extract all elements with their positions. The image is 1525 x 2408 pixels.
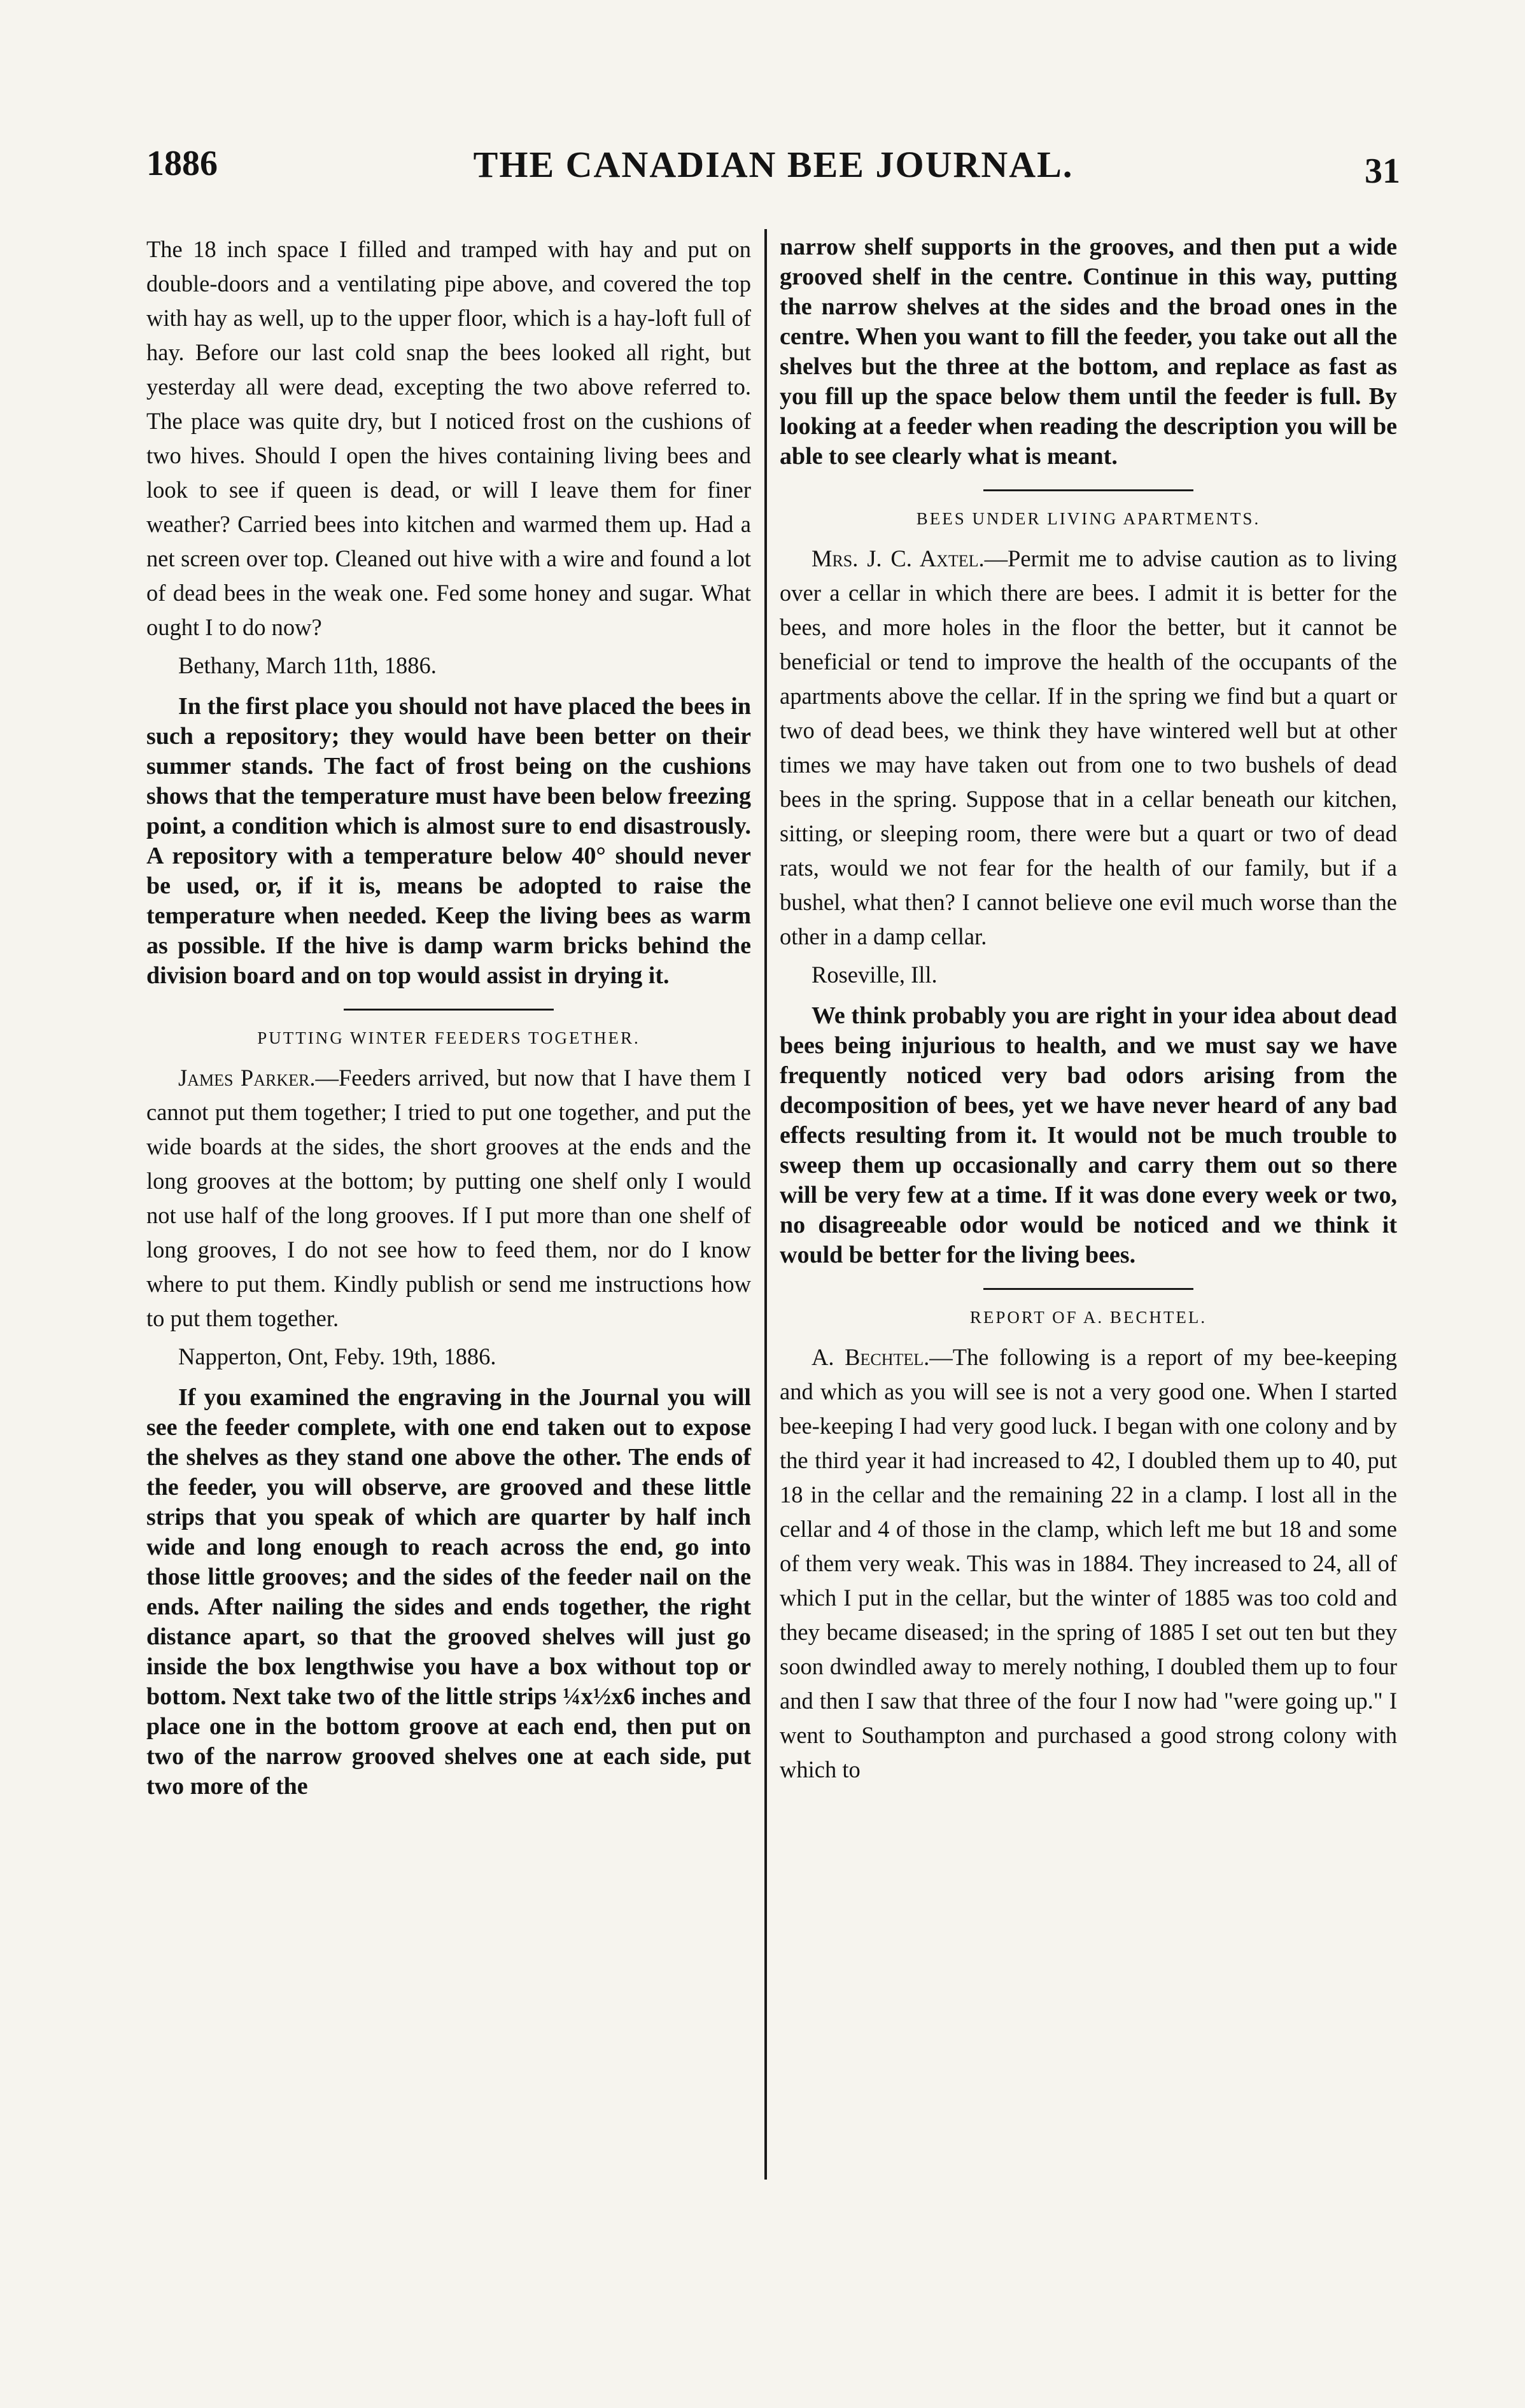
editor-reply: We think probably you are right in your idea about dead bees being injurious to health, and we must say we have frequently noticed very bad odors arising from the decomposition of bees, yet we have never heard of any bad effects resulting from it. It would not be much trouble to sweep them up occasionally and carry them out so there will be very few at a time. If it was done every week or two, no disagreeable odor would be noticed and we think it would be better for the living bees.	[780, 1002, 1397, 1268]
column-divider	[764, 229, 767, 2180]
letter-body: —The following is a report of my bee-keeping and which as you will see is not a very good one. When I started bee-keeping I had very good luck. I began with one colony and by the third year it had increased to 42, I doubled them up to 40, put 18 in the cellar and the remaining 22 in a clamp. I lost all in the cellar and 4 of those in the clamp, which left me but 18 and some of them very weak. This was in 1884. They increased to 24, all of which I put in the cellar, but the winter of 1885 was too cold and they became diseased; in the spring of 1885 I set out ten but they soon dwindled away to merely nothing, I doubled them up to four and then I saw that three of the four I now had "were going up." I went to Southampton and purchased a good strong colony with which to	[780, 1344, 1397, 1782]
section-divider	[344, 1009, 554, 1011]
letter-signature: Roseville, Ill.	[812, 962, 938, 988]
editor-reply: narrow shelf supports in the grooves, and then put a wide grooved shelf in the centre. Continue in this way, putting the narrow shelves at the sides and the broad ones in the centre. When you want to fill the feeder, you take out all the shelves but the three at the bottom, and replace as fast as you fill up the space below them until the feeder is full. By looking at a feeder when reading the description you will be able to see clearly what is meant.	[780, 234, 1397, 470]
letter-body: —Feeders arrived, but now that I have them I cannot put them together; I tried to put one together, and put the wide boards at the sides, the short grooves at the ends and the long grooves at the bottom; by putting one shelf only I would not use half of the long grooves. If I put more than one shelf of long grooves, I do not see how to feed them, nor do I know where to put them. Kindly publish or send me instructions how to put them together.	[146, 1065, 752, 1331]
author-name: James Parker.	[178, 1065, 316, 1091]
letter-text: The 18 inch space I filled and tramped with hay and put on double-doors and a ventilating pipe above, and covered the top with hay as well, up to the upper floor, which is a hay-loft full of hay. Before our last cold snap the bees looked all right, but yesterday all were dead, excepting the two above referred to. The place was quite dry, but I noticed frost on the cushions of two hives. Should I open the hives containing living bees and look to see if queen is dead, or will I leave them for finer weather? Carried bees into kitchen and warmed them up. Had a net screen over top. Cleaned out hive with a wire and found a lot of dead bees in the weak one. Fed some honey and sugar. What ought I to do now?	[146, 236, 751, 640]
section-heading: PUTTING WINTER FEEDERS TOGETHER.	[257, 1028, 640, 1047]
letter-body: —Permit me to advise caution as to living over a cellar in which there are bees. I admit it is better for the bees, and more holes in the floor the better, but it cannot be beneficial or tend to improve the health of the occupants of the apartments above the cellar. If in the spring we find but a quart or two of dead bees, we think they have wintered well but at other times we may have taken out from one to two bushels of dead bees in the spring. Suppose that in a cellar beneath our kitchen, sitting, or sleeping room, there were but a quart or two of dead rats, would we not fear for the health of our family, but if a bushel, what then? I cannot believe one evil much worse than the other in a damp cellar.	[780, 545, 1397, 949]
section-heading: REPORT OF A. BECHTEL.	[969, 1308, 1207, 1327]
letter-text	[780, 1340, 1397, 1787]
page-number: 31	[1365, 151, 1400, 191]
letter-text	[146, 1061, 751, 1336]
left-column	[146, 232, 751, 1802]
editor-reply: If you examined the engraving in the Journal you will see the feeder complete, with one end taken out to expose the shelves as they stand one above the other. The ends of the feeder, you will observe, are grooved and these little strips that you speak of which are quarter by half inch wide and long enough to reach across the end, go into those little grooves; and the sides of the feeder nail on the ends. After nailing the sides and ends together, the right distance apart, so that the grooved shelves will just go inside the box lengthwise you have a box without top or bottom. Next take two of the little strips ¼x½x6 inches and place one in the bottom groove at each end, then put on two of the narrow grooved shelves one at each side, put two more of the	[146, 1384, 751, 1800]
letter-signature: Bethany, March 11th, 1886.	[178, 652, 437, 678]
page-header	[146, 143, 1400, 207]
letter-signature: Napperton, Ont, Feby. 19th, 1886.	[178, 1343, 496, 1369]
editor-reply: In the first place you should not have placed the bees in such a repository; they would have been better on their summer stands. The fact of frost being on the cushions shows that the temperature must have been below freezing point, a condition which is almost sure to end disastrously. A repository with a temperature below 40° should never be used, or, if it is, means be adopted to raise the temperature when needed. Keep the living bees as warm as possible. If the hive is damp warm bricks behind the division board and on top would assist in drying it.	[146, 693, 751, 989]
author-name: Mrs. J. C. Axtel.	[812, 545, 985, 571]
author-name: A. Bechtel.	[812, 1344, 930, 1370]
journal-title: THE CANADIAN BEE JOURNAL.	[473, 144, 1074, 185]
right-column	[780, 232, 1397, 1787]
section-heading: BEES UNDER LIVING APARTMENTS.	[916, 509, 1261, 528]
letter-text	[780, 542, 1397, 954]
section-divider	[983, 489, 1193, 491]
header-year: 1886	[146, 144, 218, 183]
section-divider	[983, 1288, 1193, 1290]
